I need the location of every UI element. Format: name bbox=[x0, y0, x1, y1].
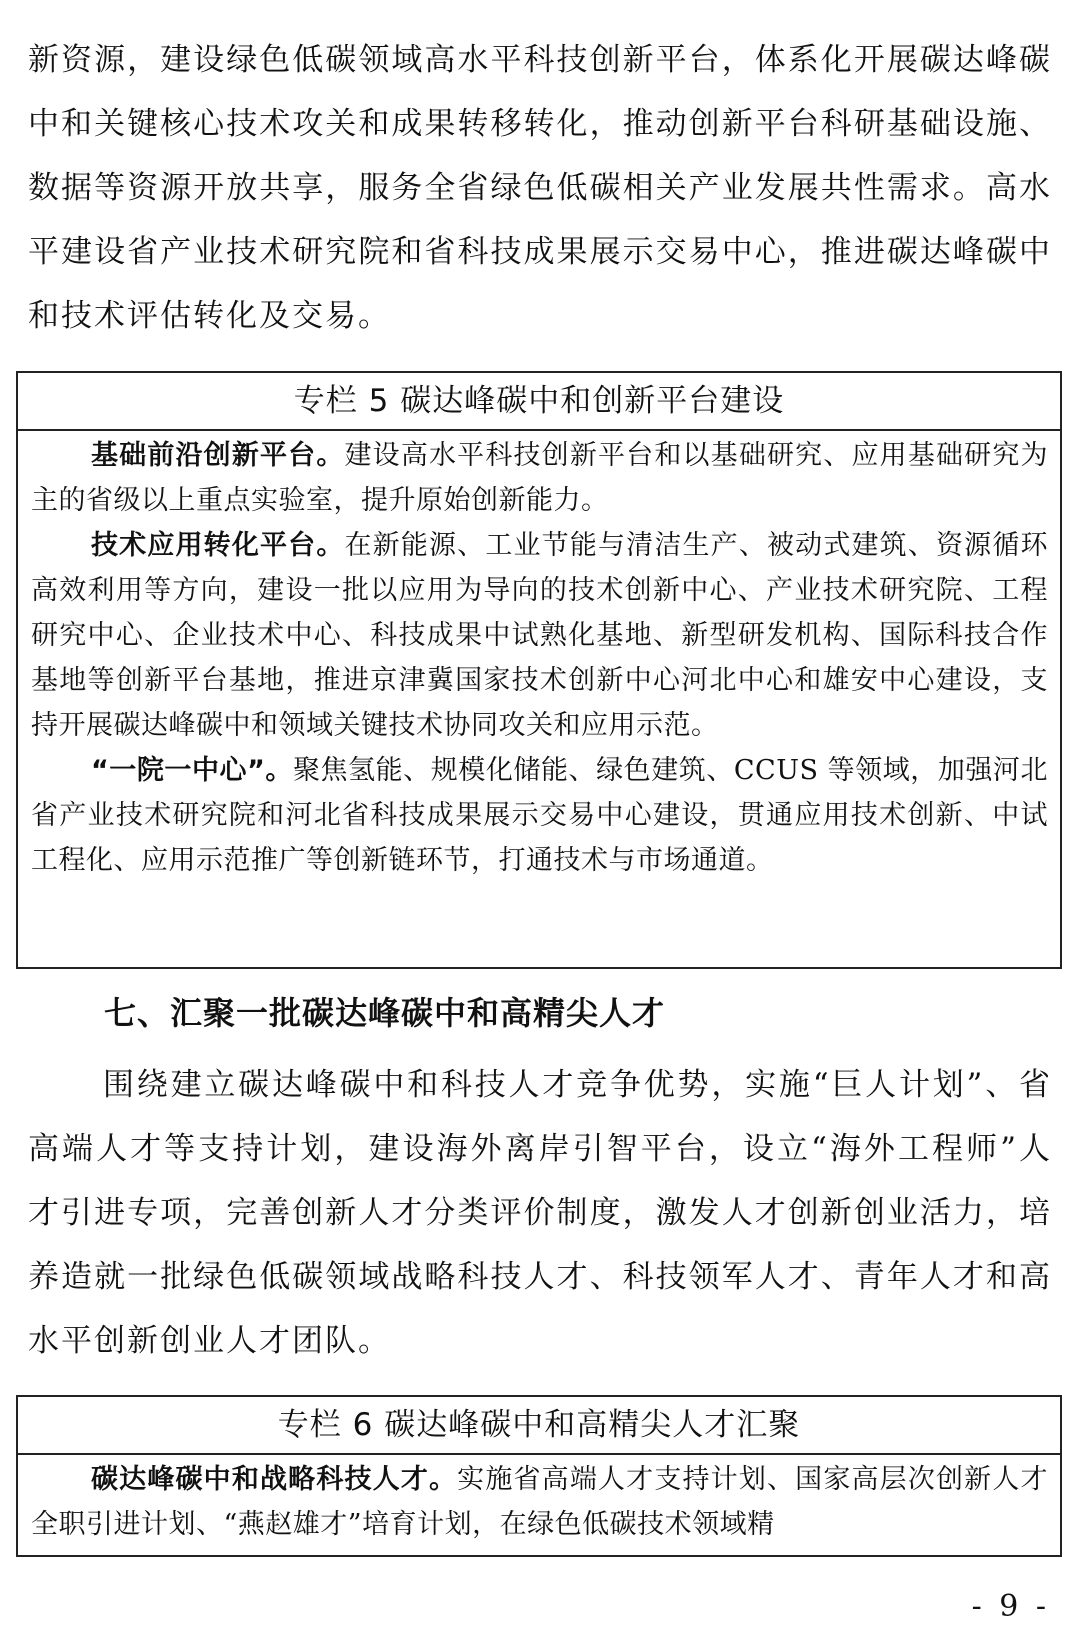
box5-item-one-institute-one-center bbox=[31, 748, 1048, 883]
section-heading: 七、汇聚一批碳达峰碳中和高精尖人才 bbox=[104, 994, 666, 1032]
box6-item-lead: 碳达峰碳中和战略科技人才。 bbox=[91, 1464, 458, 1495]
box5-item-text: 建设高水平科技创新平台和以基础研究、应用基础研究为主的省级以上重点实验室，提升原始创新能力。 bbox=[31, 440, 1048, 516]
box5-item-text: 在新能源、工业节能与清洁生产、被动式建筑、资源循环高效利用等方向，建设一批以应用为导向的技术创新中心、产业技术研究院、工程研究中心、企业技术中心、科技成果中试熟化基地、新型研发机构、国际科技合作基地等创新平台基地，推进京津冀国家技术创新中心河北中心和雄安中心建设，支持开展碳达峰碳中和领域关键技术协同攻关和应用示范。 bbox=[31, 530, 1048, 741]
column-box-6-body bbox=[18, 1455, 1060, 1547]
column-box-5-title: 专栏 5 碳达峰碳中和创新平台建设 bbox=[18, 373, 1060, 431]
intro-paragraph: 新资源，建设绿色低碳领域高水平科技创新平台，体系化开展碳达峰碳中和关键核心技术攻关和成果转移转化，推动创新平台科研基础设施、数据等资源开放共享，服务全省绿色低碳相关产业发展共性需求。高水平建设省产业技术研究院和省科技成果展示交易中心，推进碳达峰碳中和技术评估转化及交易。 bbox=[28, 42, 1052, 334]
box5-item-lead: “一院一中心”。 bbox=[91, 755, 293, 786]
box5-item-foundation-platform bbox=[31, 433, 1048, 523]
column-box-6-title: 专栏 6 碳达峰碳中和高精尖人才汇聚 bbox=[18, 1397, 1060, 1455]
box5-item-application-platform bbox=[31, 523, 1048, 748]
column-box-5 bbox=[16, 371, 1062, 969]
box5-item-lead: 基础前沿创新平台。 bbox=[91, 440, 345, 471]
column-box-5-body bbox=[18, 431, 1060, 883]
box6-item-strategic-talent bbox=[31, 1457, 1048, 1547]
box6-item-text: 实施省高端人才支持计划、国家高层次创新人才全职引进计划、“燕赵雄才”培育计划，在绿色低碳技术领域精 bbox=[31, 1464, 1049, 1540]
box5-item-lead: 技术应用转化平台。 bbox=[91, 530, 345, 561]
section-paragraph: 围绕建立碳达峰碳中和科技人才竞争优势，实施“巨人计划”、省高端人才等支持计划，建设海外离岸引智平台，设立“海外工程师”人才引进专项，完善创新人才分类评价制度，激发人才创新创业活力，培养造就一批绿色低碳领域战略科技人才、科技领军人才、青年人才和高水平创新创业人才团队。 bbox=[28, 1067, 1052, 1359]
column-box-6 bbox=[16, 1395, 1062, 1557]
page-number: - 9 - bbox=[971, 1589, 1050, 1624]
box5-item-text: 聚焦氢能、规模化储能、绿色建筑、CCUS 等领域，加强河北省产业技术研究院和河北省科技成果展示交易中心建设，贯通应用技术创新、中试工程化、应用示范推广等创新链环节，打通技术与市场通道。 bbox=[31, 755, 1048, 876]
